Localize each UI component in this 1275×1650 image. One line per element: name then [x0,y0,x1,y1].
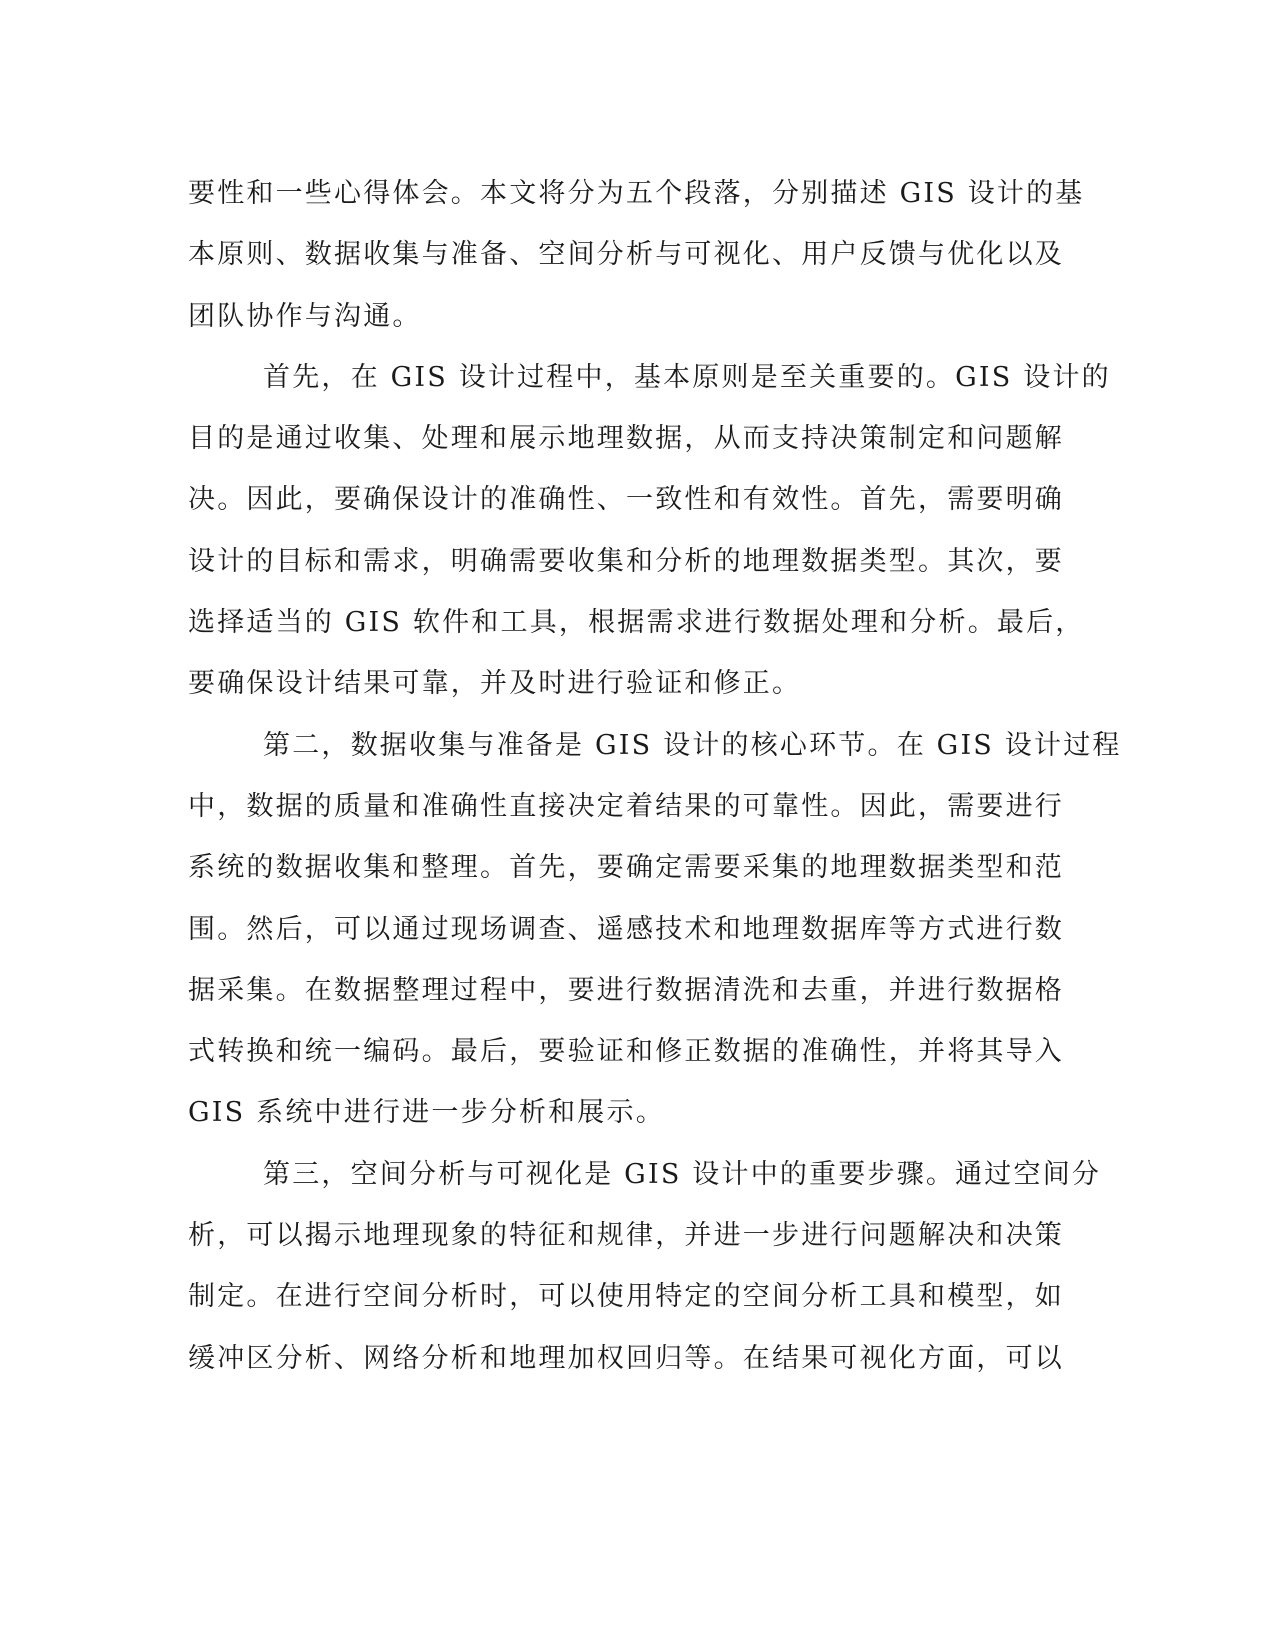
body-text [188,163,1122,1389]
text-line: 要确保设计结果可靠，并及时进行验证和修正。 [188,668,802,700]
text-line: 式转换和统一编码。最后，要验证和修正数据的准确性，并将其导入 [188,1036,1064,1068]
text-line: 中，数据的质量和准确性直接决定着结果的可靠性。因此，需要进行 [188,790,1064,822]
text-line: 制定。在进行空间分析时，可以使用特定的空间分析工具和模型，如 [188,1281,1064,1313]
text-line: 系统的数据收集和整理。首先，要确定需要采集的地理数据类型和范 [188,852,1064,884]
text-line: 设计的目标和需求，明确需要收集和分析的地理数据类型。其次，要 [188,545,1064,577]
text-line: 缓冲区分析、网络分析和地理加权回归等。在结果可视化方面，可以 [188,1342,1064,1374]
text-line: 据采集。在数据整理过程中，要进行数据清洗和去重，并进行数据格 [188,974,1064,1006]
text-line: 目的是通过收集、处理和展示地理数据，从而支持决策制定和问题解 [188,423,1064,455]
paragraph-first-line: 第三，空间分析与可视化是 GIS 设计中的重要步骤。通过空间分 [263,1158,1102,1190]
text-line: 团队协作与沟通。 [188,300,422,332]
text-line: 析，可以揭示地理现象的特征和规律，并进一步进行问题解决和决策 [188,1220,1064,1252]
text-line: 决。因此，要确保设计的准确性、一致性和有效性。首先，需要明确 [188,484,1064,516]
paragraph-first-line: 第二，数据收集与准备是 GIS 设计的核心环节。在 GIS 设计过程 [263,729,1122,761]
text-line: 选择适当的 GIS 软件和工具，根据需求进行数据处理和分析。最后， [188,607,1085,639]
text-line: 要性和一些心得体会。本文将分为五个段落，分别描述 GIS 设计的基 [188,178,1085,209]
text-line: 围。然后，可以通过现场调查、遥感技术和地理数据库等方式进行数 [188,913,1064,945]
text-line: GIS 系统中进行进一步分析和展示。 [188,1097,665,1129]
text-line: 本原则、数据收集与准备、空间分析与可视化、用户反馈与优化以及 [188,239,1064,271]
paragraph-first-line: 首先，在 GIS 设计过程中，基本原则是至关重要的。GIS 设计的 [263,361,1111,393]
